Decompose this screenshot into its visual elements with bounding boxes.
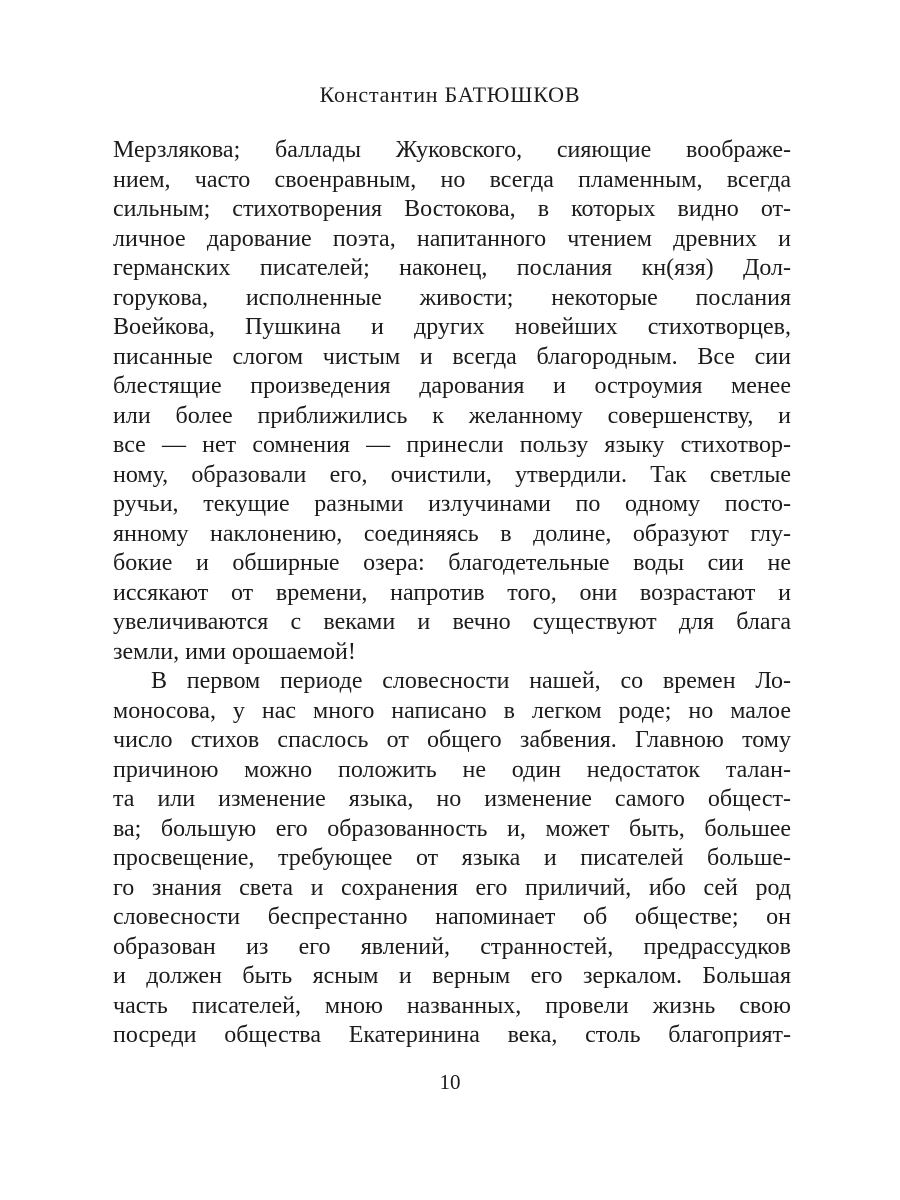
text-line: писанные слогом чистым и всегда благородным. Все сии [113,343,791,370]
text-line: ручьи, текущие разными излучинами по одному посто- [113,491,791,517]
text-line: Мерзлякова; баллады Жуковского, сияющие воображе- [113,137,791,163]
page-number: 10 [439,1070,461,1094]
text-line: земли, ими орошаемой! [113,638,356,665]
text-line: словесности беспрестанно напоминает об обществе; он [113,904,791,930]
text-line: личное дарование поэта, напитанного чтением древних и [113,225,791,252]
text-line: сильным; стихотворения Востокова, в которых видно от- [113,196,791,222]
text-line: В первом периоде словесности нашей, со времен Ло- [151,668,791,694]
text-line: го знания света и сохранения его приличий, ибо сей род [113,874,791,901]
text-line: число стихов спаслось от общего забвения. Главною тому [113,727,791,753]
text-line: моносова, у нас много написано в легком роде; но малое [113,697,791,724]
text-line: или более приближились к желанному совершенству, и [113,402,791,429]
text-line: нием, часто своенравным, но всегда пламенным, всегда [113,166,791,193]
text-line: иссякают от времени, напротив того, они возрастают и [113,579,791,606]
text-line: ва; большую его образованность и, может быть, большее [113,815,791,842]
paragraph [113,667,791,1051]
text-line: все — нет сомнения — принесли пользу языку стихотвор- [113,432,791,458]
text-line: посреди общества Екатеринина века, столь благоприят- [113,1022,791,1048]
text-line: бокие и обширные озера: благодетельные воды сии не [113,550,791,576]
text-line: и должен быть ясным и верным его зеркалом. Большая [113,963,791,989]
text-line: увеличиваются с веками и вечно существуют для блага [113,609,791,635]
text-line: горукова, исполненные живости; некоторые послания [113,284,791,311]
text-line: блестящие произведения дарования и остроумия менее [113,373,791,399]
body-text [113,136,791,1051]
text-line: ному, образовали его, очистили, утвердили. Так светлые [113,461,791,488]
running-header: Константин БАТЮШКОВ [319,82,581,107]
text-line: германских писателей; наконец, послания кн(язя) Дол- [113,255,791,281]
text-line: образован из его явлений, странностей, предрассудков [113,933,791,960]
paragraph [113,136,791,667]
text-line: та или изменение языка, но изменение самого общест- [113,786,791,812]
text-line: просвещение, требующее от языка и писателей больше- [113,845,791,871]
text-line: часть писателей, мною названных, провели жизнь свою [113,992,791,1019]
text-line: янному наклонению, соединяясь в долине, образуют глу- [113,520,791,547]
text-line: Воейкова, Пушкина и других новейших стихотворцев, [113,314,791,340]
text-line: причиною можно положить не один недостаток талан- [113,756,791,783]
